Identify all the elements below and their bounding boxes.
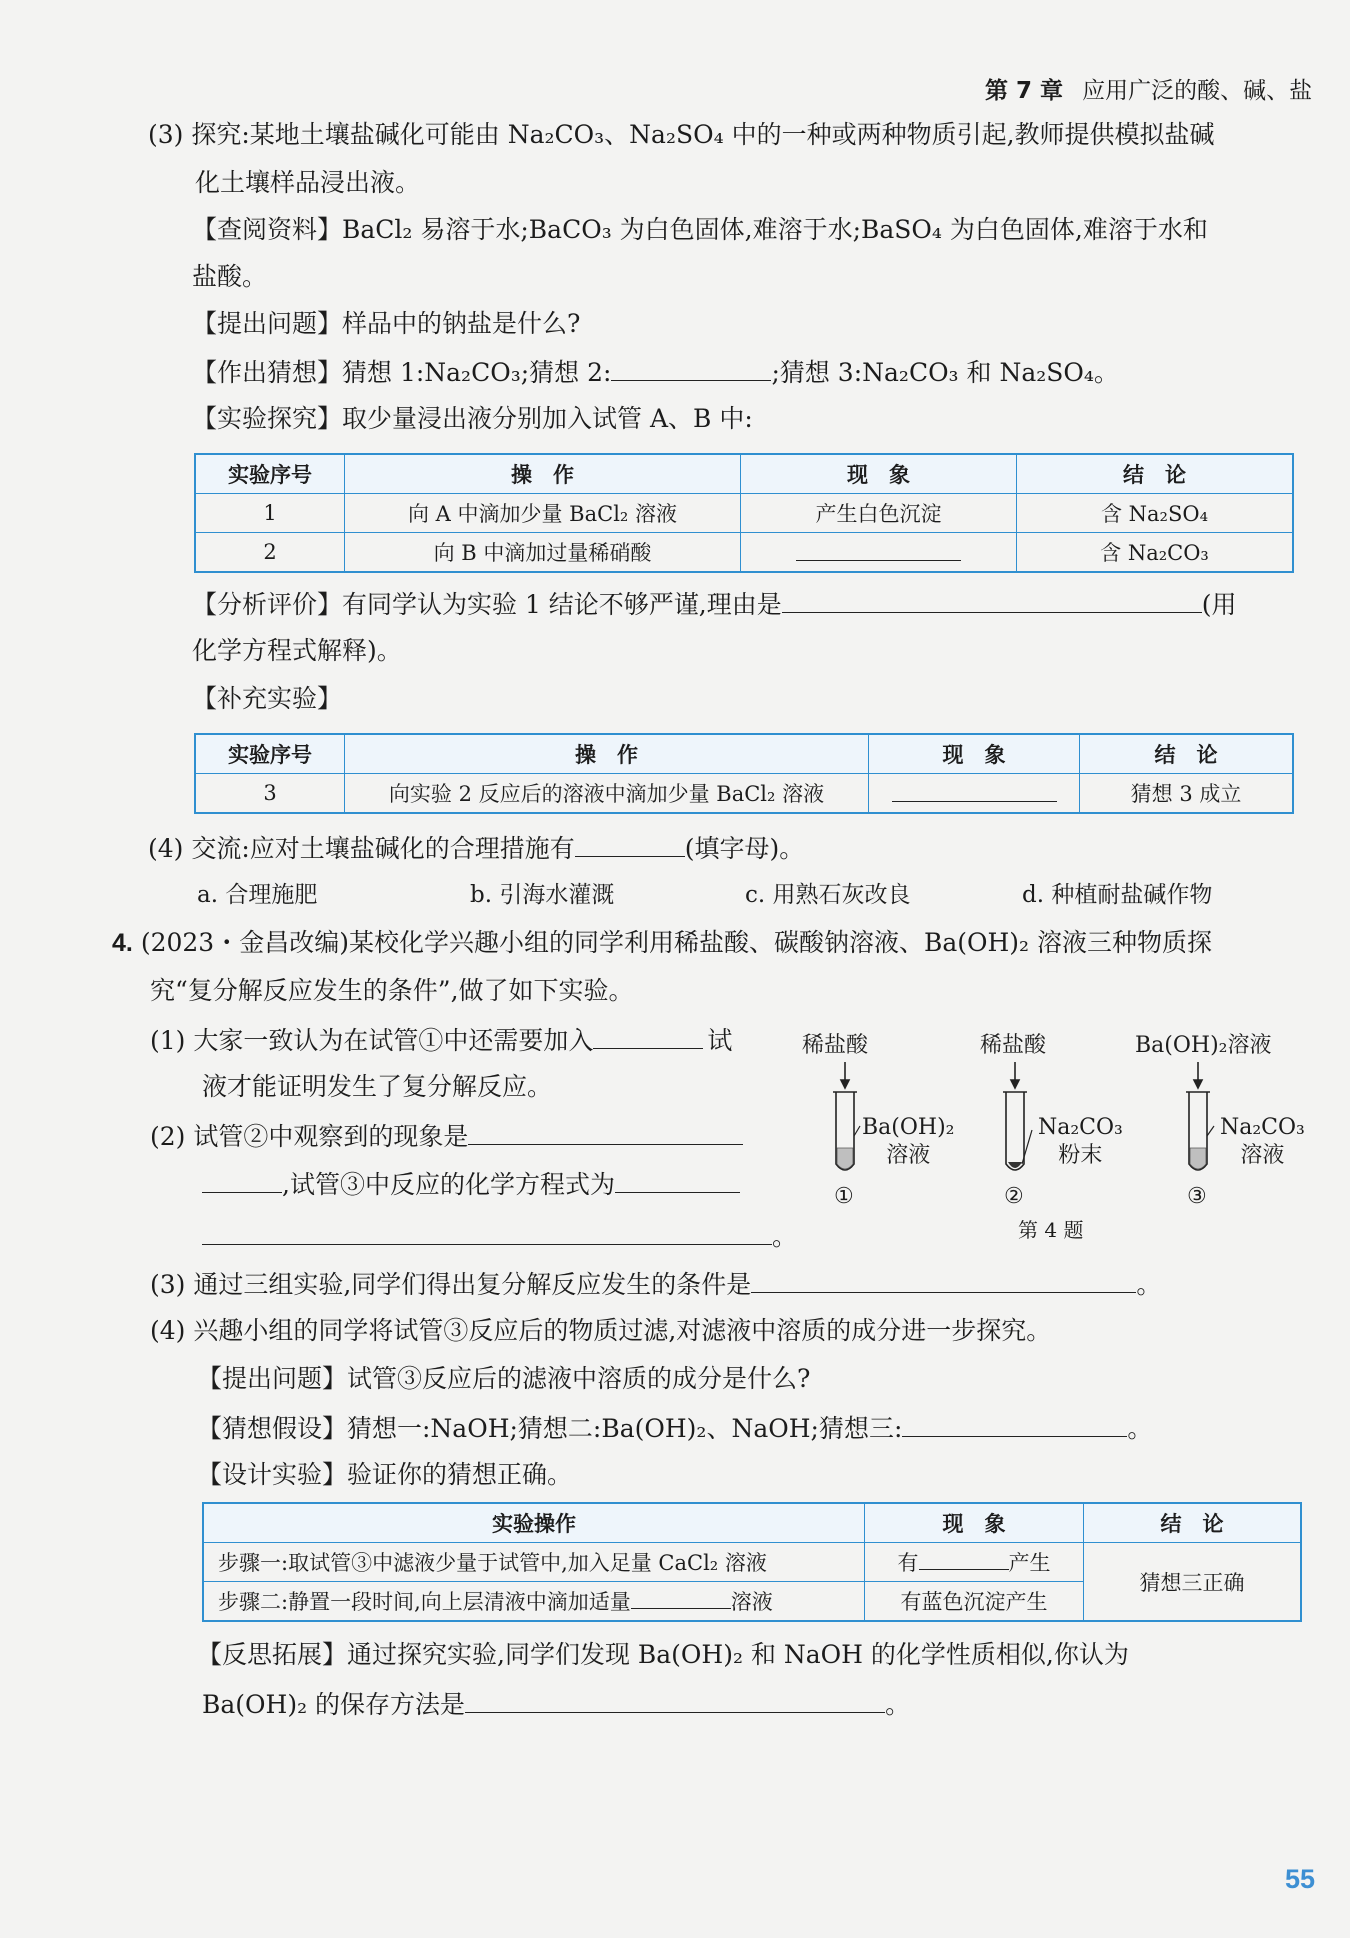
q4-p2-line2: [202, 1166, 740, 1202]
guess2-blank[interactable]: [611, 354, 771, 381]
table-row: [195, 774, 1293, 814]
chapter-title: 应用广泛的酸、碱、盐: [1082, 78, 1313, 104]
step2-operation: [203, 1582, 865, 1622]
q3-question: 【提出问题】样品中的钠盐是什么?: [192, 309, 581, 338]
q4-p2-prefix: (2) 试管②中观察到的现象是: [150, 1122, 469, 1151]
q4-p1-suffix: 试: [707, 1026, 733, 1055]
table-row: [203, 1543, 1301, 1582]
q4-intro-text: (2023・金昌改编)某校化学兴趣小组的同学利用稀盐酸、碳酸钠溶液、Ba(OH)₂ 溶液三种物质探: [140, 928, 1212, 957]
table-1: [194, 453, 1294, 573]
q3-analysis: [192, 586, 1237, 622]
phenomenon-blank-cell[interactable]: [741, 533, 1017, 573]
tube1-reagent-label: 稀盐酸: [802, 1033, 869, 1058]
q4-p3-prefix: (3) 通过三组实验,同学们得出复分解反应发生的条件是: [150, 1270, 752, 1299]
option-c: c. 用熟石灰改良: [745, 882, 911, 908]
table-cell: 含 Na₂SO₄: [1017, 494, 1294, 533]
q4-p4: (4) 兴趣小组的同学将试管③反应后的物质过滤,对滤液中溶质的成分进一步探究。: [150, 1316, 1052, 1345]
tube3-number: ③: [1187, 1184, 1207, 1209]
table-row: [195, 533, 1293, 573]
table1-header-cell: 操 作: [345, 454, 741, 494]
table-cell: 3: [195, 774, 345, 814]
tube2-phenomenon-blank[interactable]: [468, 1118, 743, 1145]
equation-blank-cont[interactable]: [202, 1218, 772, 1245]
q4-p1-prefix: (1) 大家一致认为在试管①中还需要加入: [150, 1026, 594, 1055]
q3-analysis-suffix: (用: [1201, 590, 1237, 619]
q3-guess-prefix: 【作出猜想】猜想 1:Na₂CO₃;猜想 2:: [192, 358, 612, 387]
q3-explore: 【实验探究】取少量浸出液分别加入试管 A、B 中:: [192, 404, 753, 433]
table1-header-cell: 实验序号: [195, 454, 345, 494]
q3-p4-prefix: (4) 交流:应对土壤盐碱化的合理措施有: [148, 834, 575, 863]
table-cell: 向 A 中滴加少量 BaCl₂ 溶液: [345, 494, 741, 533]
table2-header-cell: 现 象: [869, 734, 1080, 774]
table-row: [195, 494, 1293, 533]
q4-question: 【提出问题】试管③反应后的滤液中溶质的成分是什么?: [197, 1364, 811, 1393]
equation-blank[interactable]: [615, 1166, 740, 1193]
q4-reflect-line2: [202, 1686, 910, 1722]
precipitate-blank[interactable]: [919, 1547, 1009, 1570]
q4-p3: [150, 1266, 1161, 1302]
q4-hypothesis-prefix: 【猜想假设】猜想一:NaOH;猜想二:Ba(OH)₂、NaOH;猜想三:: [197, 1414, 903, 1443]
storage-blank[interactable]: [465, 1686, 885, 1713]
table-cell: 含 Na₂CO₃: [1017, 533, 1294, 573]
table2-header-cell: 操 作: [345, 734, 869, 774]
q3-guess-suffix: ;猜想 3:Na₂CO₃ 和 Na₂SO₄。: [771, 358, 1119, 387]
figure-test-tubes: [790, 1022, 1310, 1252]
reagent-blank[interactable]: [631, 1586, 731, 1609]
table-cell: 产生白色沉淀: [741, 494, 1017, 533]
table-cell: 2: [195, 533, 345, 573]
q3-p4-suffix: (填字母)。: [684, 834, 805, 863]
tube3-label1: Na₂CO₃: [1220, 1115, 1305, 1140]
table-2: [194, 733, 1294, 814]
option-b: b. 引海水灌溉: [470, 882, 615, 908]
tube2-phenomenon-blank-cont[interactable]: [202, 1166, 282, 1193]
q3-analysis-prefix: 【分析评价】有同学认为实验 1 结论不够严谨,理由是: [192, 590, 782, 619]
q4-hypothesis-suffix: 。: [1127, 1414, 1153, 1443]
q3-p4: [148, 830, 804, 866]
page-header: [985, 72, 1312, 105]
q4-number: 4.: [112, 929, 133, 957]
phenomenon-blank[interactable]: [892, 779, 1057, 802]
q3-info-line1: 【查阅资料】BaCl₂ 易溶于水;BaCO₃ 为白色固体,难溶于水;BaSO₄ 为白色固体,难溶于水和: [192, 215, 1208, 244]
table-cell: 向实验 2 反应后的溶液中滴加少量 BaCl₂ 溶液: [345, 774, 869, 814]
q4-reflect-suffix: 。: [885, 1690, 911, 1719]
measures-blank[interactable]: [575, 830, 685, 857]
q4-reflect-prefix: Ba(OH)₂ 的保存方法是: [202, 1690, 466, 1719]
q4-design: 【设计实验】验证你的猜想正确。: [197, 1460, 573, 1489]
step1-operation: 步骤一:取试管③中滤液少量于试管中,加入足量 CaCl₂ 溶液: [203, 1543, 865, 1582]
table2-header-cell: 实验序号: [195, 734, 345, 774]
q4-p2-line3: [202, 1218, 797, 1254]
reason-blank[interactable]: [782, 586, 1202, 613]
indicator-blank[interactable]: [593, 1022, 703, 1049]
q4-p1-line2: 液才能证明发生了复分解反应。: [202, 1072, 553, 1101]
table-cell: 猜想 3 成立: [1080, 774, 1294, 814]
table-3: [202, 1502, 1302, 1622]
chapter-label: 第 7 章: [985, 78, 1064, 104]
q4-p1: [150, 1022, 732, 1058]
table-cell: 向 B 中滴加过量稀硝酸: [345, 533, 741, 573]
q3-intro-line1: (3) 探究:某地土壤盐碱化可能由 Na₂CO₃、Na₂SO₄ 中的一种或两种物质引起,教师提供模拟盐碱: [148, 120, 1215, 149]
q4-p2-end: 。: [772, 1222, 798, 1251]
q3-supplement: 【补充实验】: [192, 684, 343, 713]
option-a: a. 合理施肥: [197, 882, 318, 908]
q4-intro-line1: [112, 926, 1212, 960]
table3-header-cell: 实验操作: [203, 1503, 865, 1543]
step1-phenomenon: [865, 1543, 1084, 1582]
phenomenon-blank[interactable]: [796, 538, 961, 561]
q3-intro-line2: 化土壤样品浸出液。: [195, 168, 421, 197]
table-cell: 1: [195, 494, 345, 533]
tube2-number: ②: [1004, 1184, 1024, 1209]
table2-header-cell: 结 论: [1080, 734, 1294, 774]
table1-header-cell: 结 论: [1017, 454, 1294, 494]
page-number: 55: [1285, 1864, 1316, 1894]
q3-analysis-line2: 化学方程式解释)。: [192, 636, 402, 665]
figure-caption: 第 4 题: [1018, 1218, 1084, 1242]
tube2-reagent-label: 稀盐酸: [980, 1033, 1047, 1058]
tube1-label2: 溶液: [886, 1143, 931, 1168]
q4-p3-suffix: 。: [1136, 1270, 1162, 1299]
conclusion-cell: 猜想三正确: [1084, 1543, 1302, 1622]
q4-reflect-line1: 【反思拓展】通过探究实验,同学们发现 Ba(OH)₂ 和 NaOH 的化学性质相似,你认为: [197, 1640, 1129, 1669]
conditions-blank[interactable]: [751, 1266, 1136, 1293]
q3-info-line2: 盐酸。: [192, 262, 268, 291]
tube2-label1: Na₂CO₃: [1038, 1115, 1123, 1140]
hypothesis3-blank[interactable]: [902, 1410, 1127, 1437]
tube1-contents: [862, 1114, 955, 1170]
table1-header-cell: 现 象: [741, 454, 1017, 494]
q4-intro-line2: 究“复分解反应发生的条件”,做了如下实验。: [150, 976, 634, 1005]
q4-p2: [150, 1118, 743, 1154]
tube3-contents: [1220, 1114, 1305, 1170]
tube2-contents: [1038, 1114, 1123, 1170]
q3-guess: [192, 354, 1119, 390]
tube1-number: ①: [834, 1184, 854, 1209]
phenomenon-blank-cell[interactable]: [869, 774, 1080, 814]
step2-phenomenon: 有蓝色沉淀产生: [865, 1582, 1084, 1622]
q4-hypothesis: [197, 1410, 1152, 1446]
step1-phenomenon-prefix: 有: [897, 1551, 919, 1575]
step2-operation-prefix: 步骤二:静置一段时间,向上层清液中滴加适量: [218, 1590, 631, 1614]
option-d: d. 种植耐盐碱作物: [1022, 882, 1213, 908]
step1-phenomenon-suffix: 产生: [1008, 1551, 1051, 1575]
tube2-label2: 粉末: [1058, 1143, 1103, 1168]
step2-operation-suffix: 溶液: [730, 1590, 773, 1614]
q4-p2-mid: ,试管③中反应的化学方程式为: [282, 1170, 615, 1199]
tube3-label2: 溶液: [1240, 1143, 1285, 1168]
table3-header-cell: 现 象: [865, 1503, 1084, 1543]
table3-header-cell: 结 论: [1084, 1503, 1302, 1543]
tube1-label1: Ba(OH)₂: [862, 1115, 955, 1140]
tube3-reagent-label: Ba(OH)₂溶液: [1135, 1033, 1272, 1058]
